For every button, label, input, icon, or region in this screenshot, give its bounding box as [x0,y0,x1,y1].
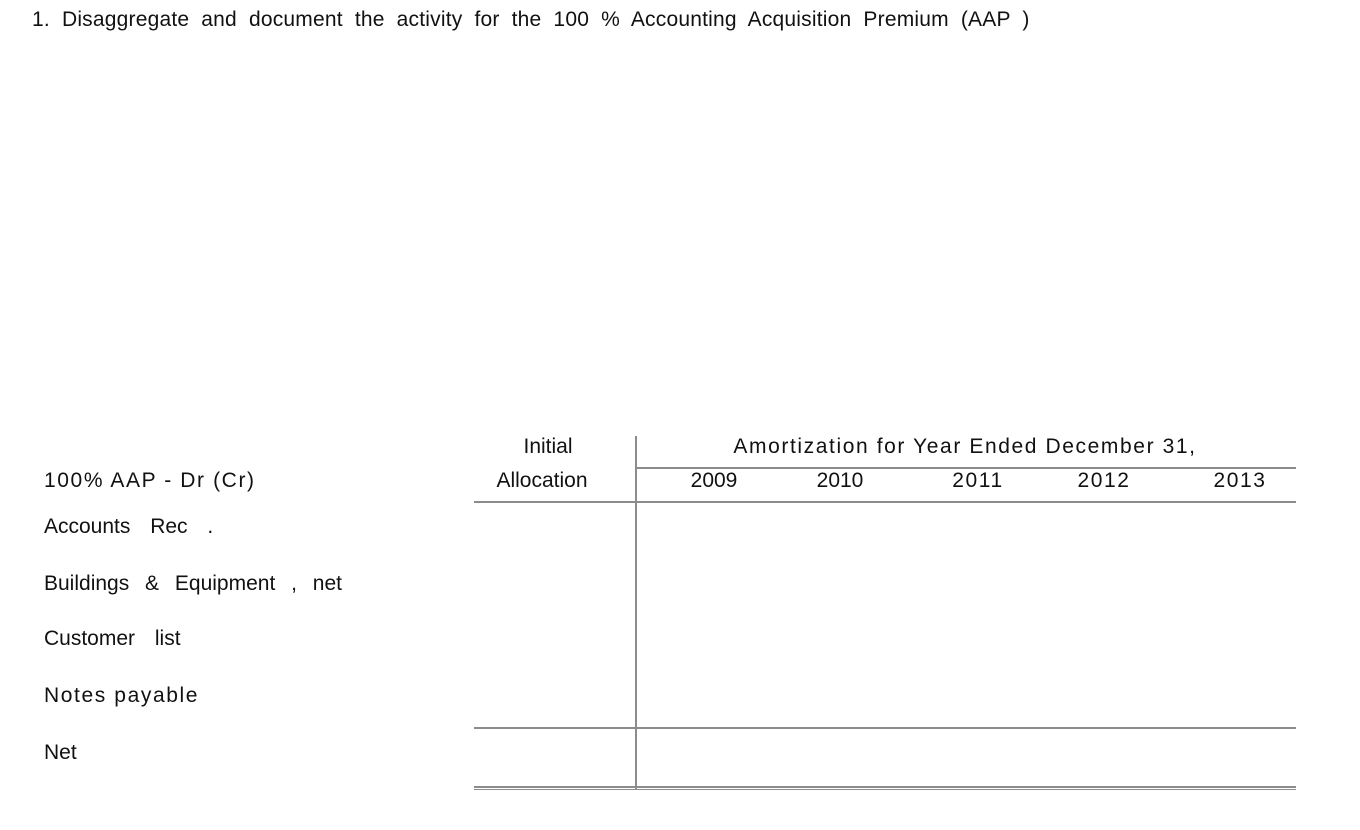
row-label-accounts-rec: Accounts Rec . [44,515,214,538]
year-header-2009: 2009 [690,469,738,492]
year-header-2010: 2010 [816,469,864,492]
year-header-2011: 2011 [952,469,1004,492]
double-rule-top [474,786,1296,788]
amortization-header-rule [637,467,1296,469]
double-rule-bottom [474,789,1296,790]
row-label-buildings-equipment: Buildings & Equipment , net [44,572,342,595]
year-header-2012: 2012 [1077,469,1131,492]
amortization-header: Amortization for Year Ended December 31, [733,435,1197,458]
subtotal-rule [474,727,1296,729]
row-header-label: 100% AAP - Dr (Cr) [44,469,256,492]
year-header-2013: 2013 [1213,469,1267,492]
row-label-net: Net [44,741,77,764]
column-divider [635,436,637,790]
row-label-customer-list: Customer list [44,627,181,650]
row-label-notes-payable: Notes payable [44,684,200,707]
header-bottom-rule [474,501,1296,503]
question-text: 1. Disaggregate and document the activity for the 100 % Accounting Acquisition Premium (AAP ) [32,8,1030,31]
initial-header-line1: Initial [523,435,573,458]
initial-header-line2: Allocation [496,469,588,492]
